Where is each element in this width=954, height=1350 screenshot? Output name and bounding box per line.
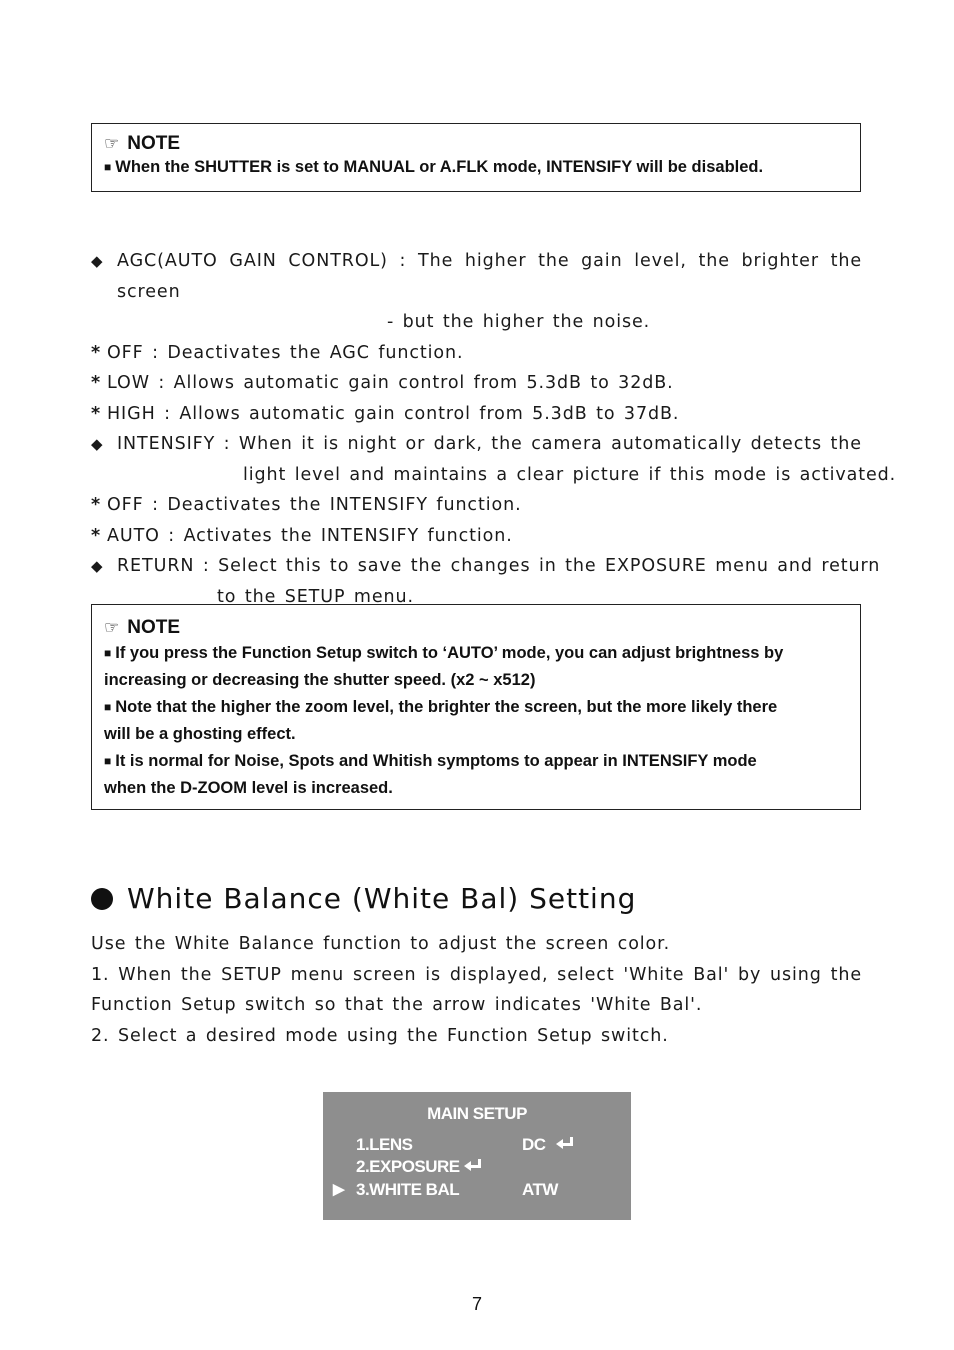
- white-balance-instructions: [91, 929, 862, 1051]
- intensify-option-off: [91, 490, 862, 521]
- agc-option-text: LOW : Allows automatic gain control from 5.3dB to 32dB.: [107, 373, 674, 393]
- asterisk-bullet-icon: *: [91, 342, 102, 363]
- agc-option-low: [91, 368, 862, 399]
- intensify-option-text: AUTO : Activates the INTENSIFY function.: [107, 525, 513, 546]
- menu-item-value: [522, 1135, 574, 1155]
- menu-item-label: 3.WHITE BAL: [356, 1180, 460, 1199]
- square-bullet-icon: ■: [104, 646, 112, 660]
- note-item-continued: increasing or decreasing the shutter speed. (x2 ~ x512): [104, 671, 536, 689]
- asterisk-bullet-icon: *: [91, 495, 102, 515]
- note-item: [104, 748, 848, 775]
- agc-option-high: [91, 399, 862, 430]
- agc-continuation-text: - but the higher the noise.: [387, 312, 651, 332]
- note-item-continued: when the D-ZOOM level is increased.: [104, 779, 393, 797]
- menu-item-exposure: [323, 1157, 631, 1179]
- note-item: [104, 156, 848, 178]
- agc-label: AGC(AUTO GAIN CONTROL) : The higher the gain level, the brighter the screen: [117, 251, 862, 302]
- asterisk-bullet-icon: *: [91, 525, 102, 546]
- menu-value-text: DC: [522, 1135, 546, 1154]
- note-heading: [104, 132, 848, 156]
- diamond-bullet-icon: ◆: [91, 435, 104, 453]
- agc-option-text: HIGH : Allows automatic gain control from 5.3dB to 37dB.: [107, 403, 680, 424]
- note-item-text: If you press the Function Setup switch to ‘AUTO’ mode, you can adjust brightness by: [115, 644, 784, 662]
- diamond-bullet-icon: ◆: [91, 252, 104, 270]
- agc-option-text: OFF : Deactivates the AGC function.: [107, 342, 464, 363]
- intensify-continuation: [91, 460, 897, 491]
- agc-option-off: [91, 338, 862, 369]
- note-heading-text: NOTE: [127, 133, 181, 154]
- return-label: RETURN : Select this to save the changes in the EXPOSURE menu and return: [117, 556, 881, 576]
- instruction-text: 2. Select a desired mode using the Function Setup switch.: [91, 1025, 669, 1046]
- menu-item-lens: [323, 1135, 631, 1157]
- pointing-hand-icon: ☞: [104, 618, 120, 637]
- instruction-line: [91, 990, 862, 1021]
- note-box-shutter: [91, 123, 861, 192]
- square-bullet-icon: ■: [104, 700, 112, 714]
- menu-item-label: [356, 1157, 482, 1177]
- pointing-hand-icon: ☞: [104, 134, 120, 153]
- menu-title: MAIN SETUP: [427, 1104, 527, 1123]
- asterisk-bullet-icon: *: [91, 403, 102, 424]
- intensify-item: [91, 429, 862, 460]
- square-bullet-icon: ■: [104, 160, 112, 174]
- return-item: [91, 551, 881, 582]
- note-item: [104, 640, 848, 667]
- intensify-label: INTENSIFY : When it is night or dark, the camera automatically detects the: [117, 434, 862, 454]
- asterisk-bullet-icon: *: [91, 373, 102, 393]
- section-heading: [91, 882, 636, 915]
- instruction-line: [91, 1021, 862, 1052]
- diamond-bullet-icon: ◆: [91, 557, 104, 575]
- menu-cursor-arrow-icon: ▶: [333, 1181, 345, 1198]
- instruction-line: [91, 960, 862, 991]
- enter-return-icon: [556, 1137, 574, 1149]
- intensify-continuation-text: light level and maintains a clear picture if this mode is activated.: [243, 464, 897, 485]
- note-item: [104, 694, 848, 721]
- agc-continuation: [91, 307, 862, 338]
- menu-item-value: ATW: [522, 1180, 558, 1199]
- filled-circle-bullet-icon: [91, 888, 113, 910]
- instruction-text: Function Setup switch so that the arrow indicates 'White Bal'.: [91, 995, 703, 1015]
- note-item-text: Note that the higher the zoom level, the brighter the screen, but the more likely there: [115, 698, 778, 716]
- instruction-line: [91, 929, 862, 960]
- exposure-options: [91, 246, 897, 612]
- page-number: 7: [471, 1294, 482, 1314]
- menu-item-label: 1.LENS: [356, 1135, 413, 1154]
- instruction-text: 1. When the SETUP menu screen is displayed, select 'White Bal' by using the: [91, 964, 862, 985]
- square-bullet-icon: ■: [104, 754, 112, 768]
- instruction-text: Use the White Balance function to adjust the screen color.: [91, 934, 671, 954]
- menu-label-text: 2.EXPOSURE: [356, 1157, 460, 1176]
- note-item-text: It is normal for Noise, Spots and Whitish symptoms to appear in INTENSIFY mode: [115, 752, 757, 770]
- enter-return-icon: [464, 1159, 482, 1171]
- main-setup-menu-screen: [323, 1092, 631, 1220]
- intensify-option-auto: [91, 521, 862, 552]
- return-continuation-text: to the SETUP menu.: [217, 586, 414, 607]
- agc-item: [91, 246, 862, 307]
- section-title-text: White Balance (White Bal) Setting: [127, 882, 637, 915]
- note-box-function-setup: [91, 604, 861, 810]
- note-heading-text: NOTE: [127, 617, 181, 638]
- menu-item-white-bal: [323, 1180, 631, 1202]
- intensify-option-text: OFF : Deactivates the INTENSIFY function.: [107, 495, 522, 515]
- note-heading: [104, 616, 848, 640]
- note-item-text: When the SHUTTER is set to MANUAL or A.FLK mode, INTENSIFY will be disabled.: [115, 158, 764, 176]
- note-item-continued: will be a ghosting effect.: [104, 725, 296, 743]
